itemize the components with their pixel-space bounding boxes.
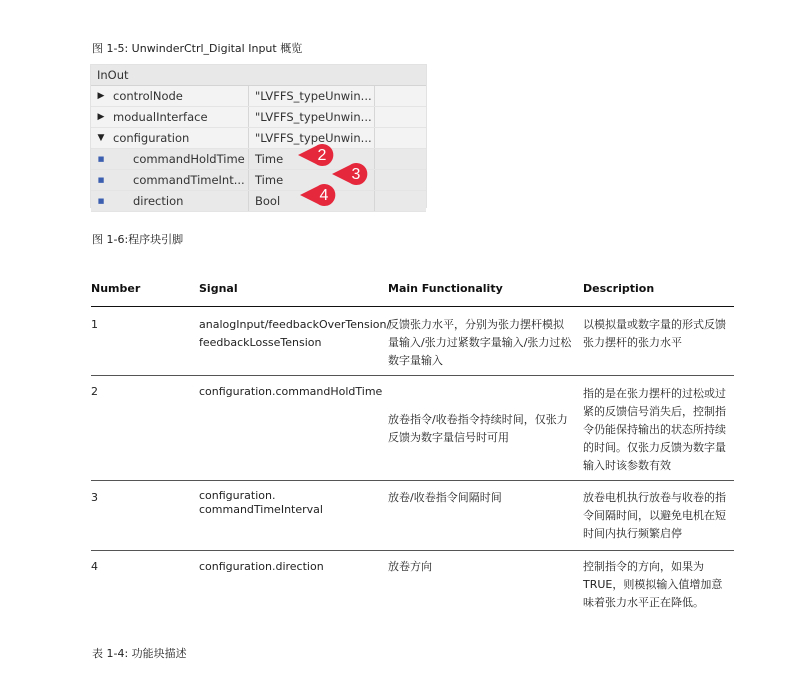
tree-row-name: commandTimeInt... [133,173,245,187]
collapse-arrow-icon[interactable]: ▼ [97,133,105,143]
member-square-icon: ■ [97,176,105,184]
figure-caption-1-5: 图 1-5: UnwinderCtrl_Digital Input 概览 [92,42,303,55]
callout-marker-4 [298,182,338,208]
figure-caption-1-6: 图 1-6:程序块引脚 [92,233,184,246]
tree-row-controlnode[interactable] [91,86,426,107]
row-description: 以模拟量或数字量的形式反馈 张力摆杆的张力水平 [583,318,726,349]
tree-row-type: Time [249,170,375,190]
tree-row-name: direction [133,194,184,208]
tree-row-type: Bool [249,191,375,211]
row-description: 控制指令的方向，如果为 TRUE，则模拟输入值增加意 味着张力水平正在降低。 [583,560,723,609]
row-signal: configuration.direction [199,560,324,573]
row-divider [91,480,734,481]
row-description: 放卷电机执行放卷与收卷的指 令间隔时间，以避免电机在短 时间内执行频繁启停 [583,491,726,540]
row-number: 4 [91,560,98,573]
table-caption-1-4: 表 1-4: 功能块描述 [92,647,187,660]
tree-row-configuration[interactable] [91,128,426,149]
column-header-description: Description [583,282,655,295]
expand-arrow-icon[interactable]: ▶ [97,112,105,122]
tree-header-inout: InOut [91,65,426,86]
row-divider [91,550,734,551]
tree-row-commandholdtime[interactable] [91,149,426,170]
tree-row-name: configuration [113,131,190,145]
tree-row-name: controlNode [113,89,183,103]
member-square-icon: ■ [97,155,105,163]
row-number: 1 [91,318,98,331]
interface-tree-view [90,64,427,208]
column-header-function: Main Functionality [388,282,503,295]
callout-label: 2 [317,147,327,164]
tree-row-type: "LVFFS_typeUnwin... [249,128,375,148]
row-divider [91,375,734,376]
row-description: 指的是在张力摆杆的过松或过 紧的反馈信号消失后，控制指 令仍能保持输出的状态所持续 的时间。仅张力反馈为数字量 输入时该参数有效 [583,387,726,472]
row-function: 放卷/收卷指令间隔时间 [388,491,502,504]
row-number: 3 [91,491,98,504]
member-square-icon: ■ [97,197,105,205]
row-signal: configuration. commandTimeInterval [199,489,323,516]
row-function: 反馈张力水平，分别为张力摆杆模拟 量输入/张力过紧数字量输入/张力过松 数字量输入 [388,318,572,367]
row-signal: configuration.commandHoldTime [199,385,383,398]
tree-row-direction[interactable] [91,191,426,212]
tree-row-name: modualInterface [113,110,208,124]
tree-row-type: "LVFFS_typeUnwin... [249,107,375,127]
tree-row-type: "LVFFS_typeUnwin... [249,86,375,106]
row-function: 放卷方向 [388,560,432,573]
expand-arrow-icon[interactable]: ▶ [97,91,105,101]
row-signal: analogInput/feedbackOverTension/ feedbackLosseTension [199,318,391,349]
callout-label: 4 [319,187,329,204]
tree-row-type: Time [249,149,375,169]
callout-label: 3 [351,166,361,183]
tree-row-name: commandHoldTime [133,152,245,166]
tree-row-modualinterface[interactable] [91,107,426,128]
column-header-signal: Signal [199,282,238,295]
tree-row-commandtimeinterval[interactable] [91,170,426,191]
row-number: 2 [91,385,98,398]
row-function: 放卷指令/收卷指令持续时间，仅张力 反馈为数字量信号时可用 [388,413,568,444]
column-header-number: Number [91,282,141,295]
header-rule [91,306,734,307]
